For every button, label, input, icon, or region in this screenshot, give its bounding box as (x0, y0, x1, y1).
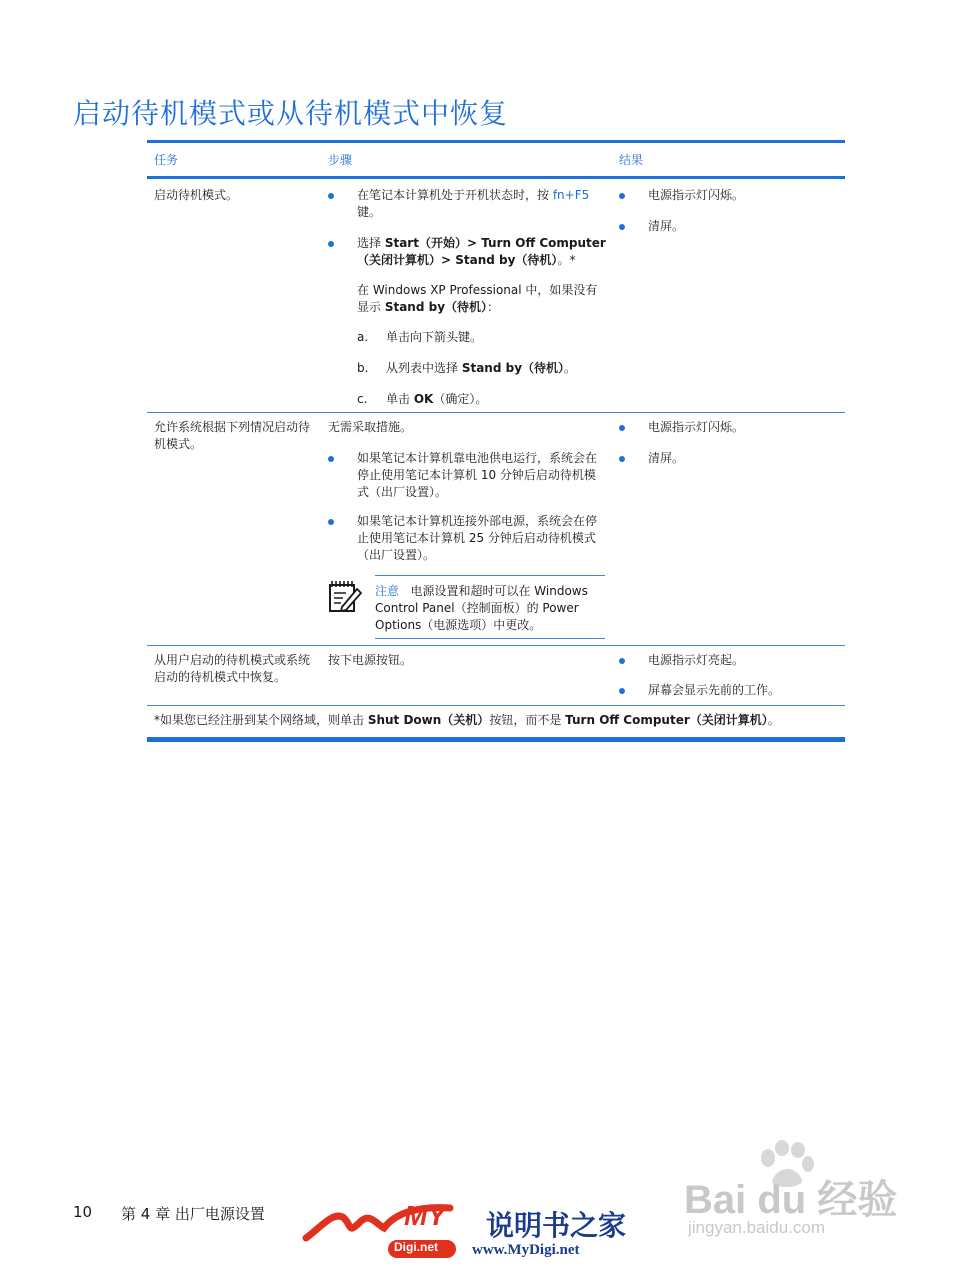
note-label: 注意 (375, 584, 400, 598)
table-row: 允许系统根据下列情况启动待机模式。 无需采取措施。 如果笔记本计算机靠电池供电运行，系统会在停止使用笔记本计算机 10 分钟后启动待机模式（出厂设置）。 如果笔记本计算机连接外部电源，系统会在停止使用笔记本计算机 25 分钟后启动待机模式（出厂设置）。 注意 电源设置和超时可以在 Windows Control Panel（控制面板）的 Power Options（电源选项）中更改。 电源指示灯闪烁。 清屏。 (147, 413, 845, 645)
mydigi-my-text: MY (404, 1200, 446, 1231)
note-text: 电源设置和超时可以在 Windows Control Panel（控制面板）的 Power Options（电源选项）中更改。 (375, 584, 588, 632)
mydigi-logo (300, 1200, 660, 1262)
baidu-watermark (684, 1140, 924, 1240)
bullet-icon (328, 456, 334, 462)
key-fn-f5: fn+F5 (552, 188, 590, 202)
header-task: 任务 (154, 153, 179, 167)
page-title: 启动待机模式或从待机模式中恢复 (73, 97, 509, 130)
bullet-icon (619, 456, 625, 462)
row2-step-intro: 无需采取措施。 (328, 420, 413, 434)
baidu-logo-text: Bai du 经验 (684, 1178, 898, 1222)
table-row: 启动待机模式。 在笔记本计算机处于开机状态时，按 fn+F5键。 选择 Start（开始）> Turn Off Computer（关闭计算机）> Stand by（待机）。* 在 Windows XP Professional 中，如果没有显示 Stand by（待机）： a. 单击向下箭头键。 b. 从列表中选择 Stand by（待机）。 c. 单击 OK（确定）。 电源指示灯闪烁。 清屏。 (154, 188, 745, 406)
note-bottom-rule (375, 638, 605, 639)
row1-task: 启动待机模式。 (154, 188, 239, 202)
bullet-icon (619, 658, 625, 664)
bullet-icon (328, 193, 334, 199)
bullet-icon (619, 224, 625, 230)
row3-step: 按下电源按钮。 (328, 653, 413, 667)
table-row: 从用户启动的待机模式或系统启动的待机模式中恢复。 按下电源按钮。 电源指示灯亮起。 屏幕会显示先前的工作。 (154, 653, 781, 697)
footnote-row (147, 706, 845, 737)
standby-table (147, 140, 845, 742)
chapter-title: 第 4 章 出厂电源设置 (121, 1205, 265, 1223)
bullet-icon (328, 241, 334, 247)
row2-task: 允许系统根据下列情况启动待机模式。 (154, 420, 311, 451)
note-pencil-icon (328, 579, 362, 617)
mydigi-cn-text: 说明书之家 (486, 1209, 627, 1242)
row3-task: 从用户启动的待机模式或系统启动的待机模式中恢复。 (154, 653, 311, 684)
bullet-icon (328, 519, 334, 525)
table-header-row (147, 143, 845, 176)
table-bottom-rule (147, 737, 845, 742)
bullet-icon (619, 688, 625, 694)
header-result: 结果 (619, 153, 644, 167)
baidu-url: jingyan.baidu.com (688, 1218, 826, 1237)
note-top-rule (375, 575, 605, 576)
mydigi-sub-text: Digi.net (394, 1240, 438, 1254)
mydigi-url: www.MyDigi.net (472, 1242, 580, 1258)
bullet-icon (619, 193, 625, 199)
bullet-icon (619, 425, 625, 431)
header-steps: 步骤 (328, 153, 353, 167)
note-box (375, 583, 605, 634)
page-number: 10 (73, 1203, 93, 1221)
footnote: *如果您已经注册到某个网络域，则单击 Shut Down（关机）按钮，而不是 Turn Off Computer（关闭计算机）。 (154, 713, 780, 727)
